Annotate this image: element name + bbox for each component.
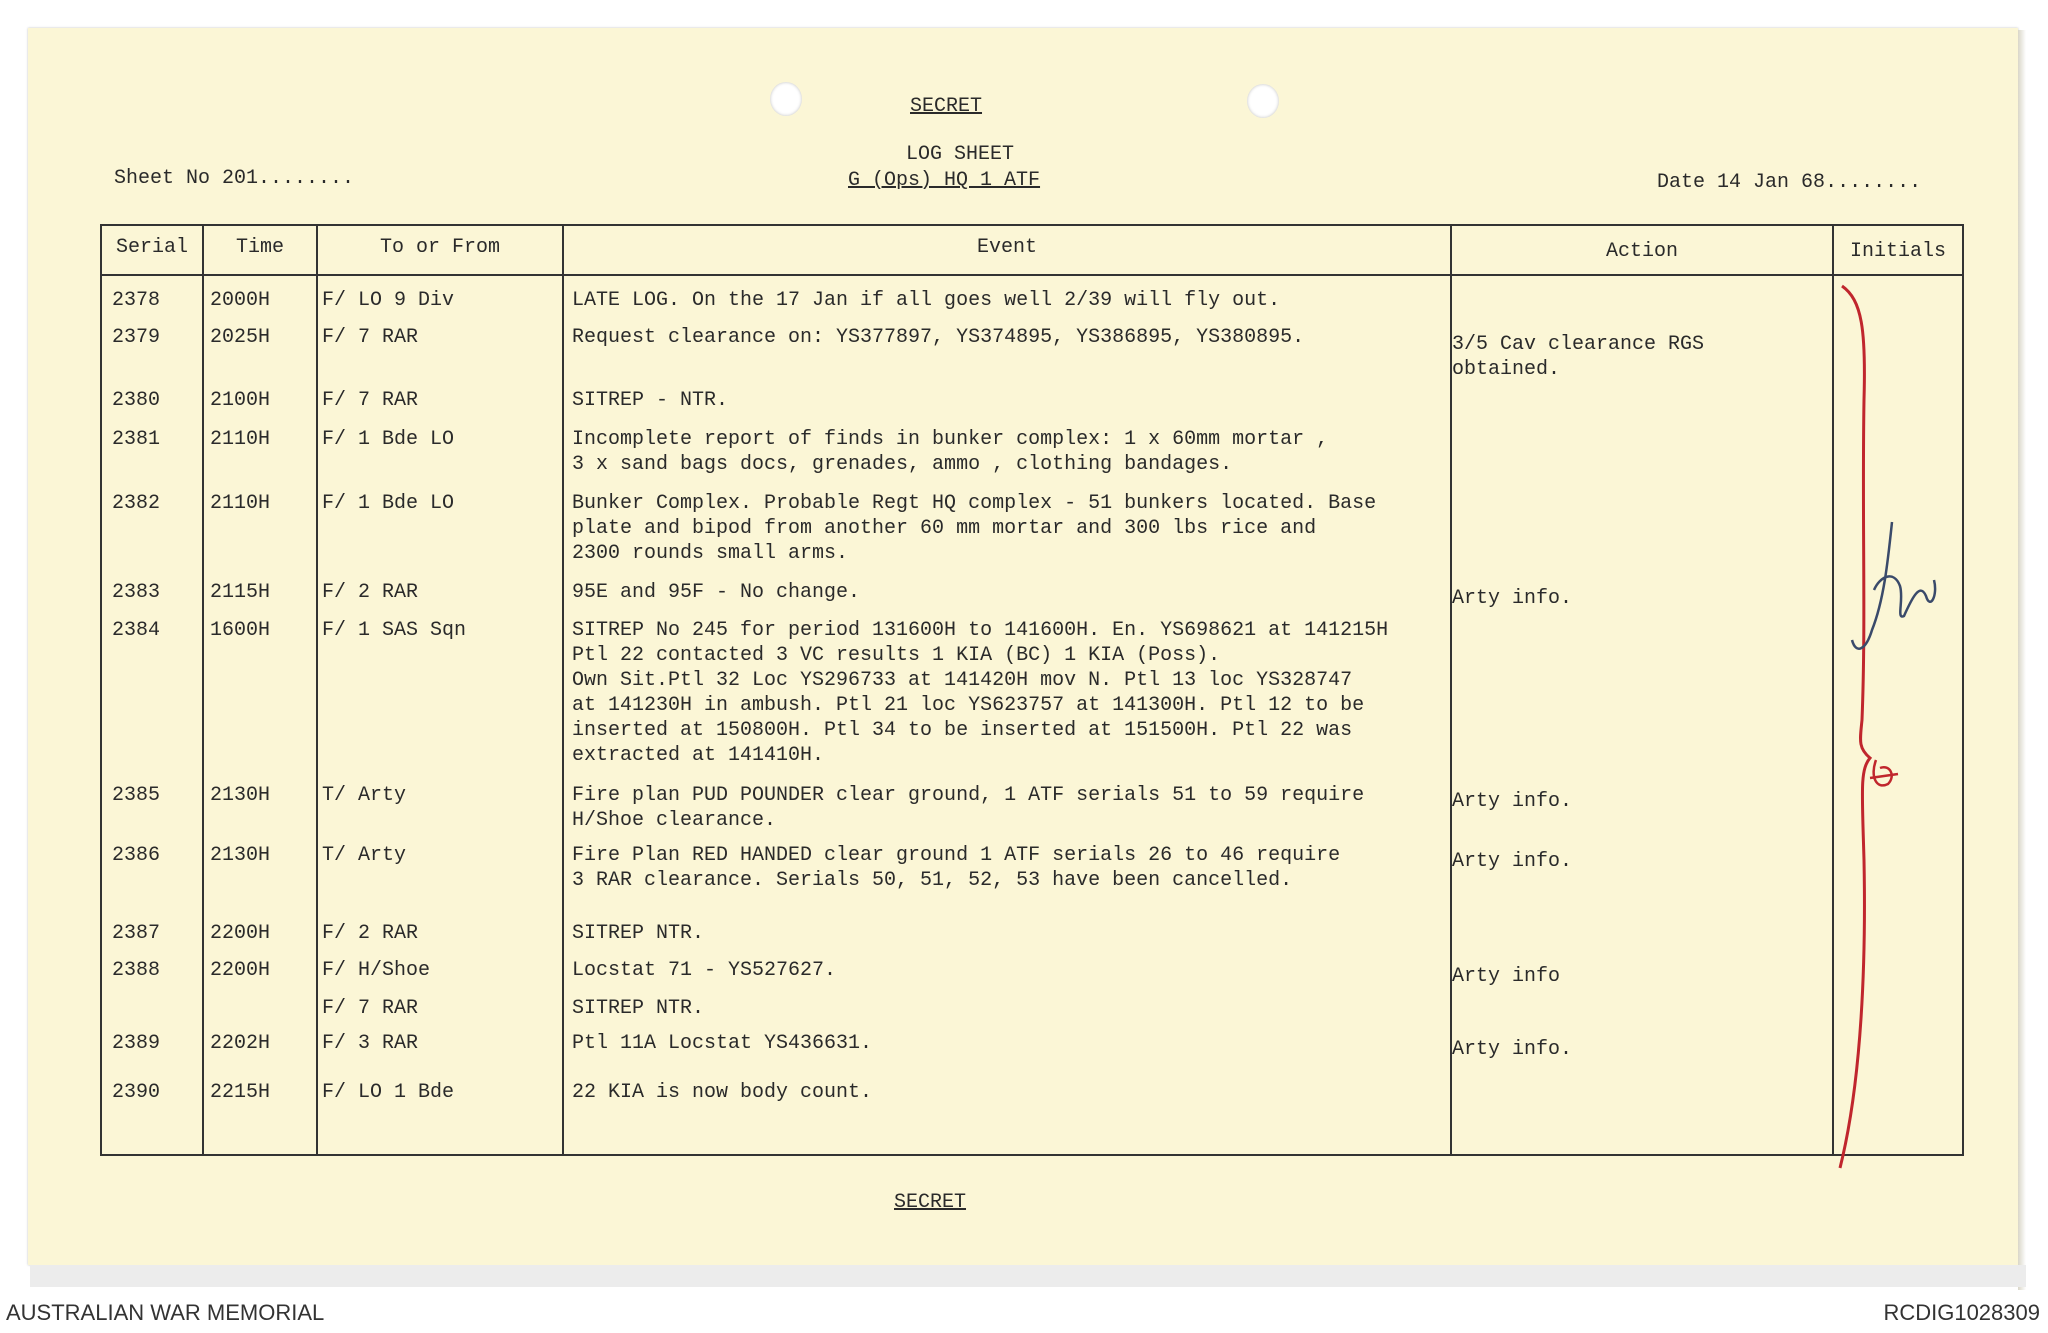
row-from: F/ H/Shoe [322,959,431,982]
row-serial: 2378 [112,289,161,312]
row-action: Arty info. [1452,850,1573,873]
col-header-from: To or From [379,236,501,259]
row-serial: 2383 [112,581,161,604]
col-header-event: Event [976,236,1037,259]
row-serial: 2380 [112,389,161,412]
classification-top: SECRET [910,95,983,118]
row-event: LATE LOG. On the 17 Jan if all goes well 2/39 will fly out. [572,289,1281,312]
row-from: F/ LO 9 Div [322,289,455,312]
row-event: SITREP No 245 for period 131600H to 141600H. En. YS698621 at 141215H Ptl 22 contacted 3 VC results 1 KIA (BC) 1 KIA (Poss). Own Sit.Ptl 32 Loc YS296733 at 141420H mov N. Ptl 13 loc YS328747 at 141230H in ambush. Ptl 21 loc YS623757 at 141300H. Ptl 12 to be inserted at 150800H. Ptl 34 to be inserted at 151500H. Ptl 22 was extracted at 141410H. [572,619,1389,767]
row-time: 2000H [210,289,271,312]
red-bracket-mark [1840,286,1870,1168]
sheet-label: Sheet No [114,167,211,190]
row-from: T/ Arty [322,784,407,807]
row-serial: 2387 [112,922,161,945]
col-header-action: Action [1605,240,1678,263]
row-event: Fire plan PUD POUNDER clear ground, 1 ATF serials 51 to 59 require H/Shoe clearance. [572,784,1365,832]
row-time: 2200H [210,959,271,982]
sheet-value: 201 [222,167,259,190]
classification-bottom: SECRET [894,1191,967,1214]
row-time: 2202H [210,1032,271,1055]
row-time: 2200H [210,922,271,945]
row-event: 22 KIA is now body count. [572,1081,873,1104]
row-time: 2110H [210,492,271,515]
row-serial: 2389 [112,1032,161,1055]
row-serial: 2384 [112,619,161,642]
row-time: 2100H [210,389,271,412]
date-value: 14 Jan 68 [1717,171,1826,194]
col-header-serial: Serial [115,236,188,259]
row-time: 2130H [210,784,271,807]
row-from: F/ 7 RAR [322,326,419,349]
row-time: 2115H [210,581,271,604]
row-serial: 2385 [112,784,161,807]
row-from: F/ 2 RAR [322,581,419,604]
row-event: SITREP NTR. [572,922,705,945]
row-time: 2215H [210,1081,271,1104]
row-serial: 2386 [112,844,161,867]
row-event: Request clearance on: YS377897, YS374895, YS386895, YS380895. [572,326,1305,349]
row-action: Arty info. [1452,790,1573,813]
title-line2: G (Ops) HQ 1 ATF [848,169,1041,192]
row-event: Incomplete report of finds in bunker complex: 1 x 60mm mortar , 3 x sand bags docs, grenades, ammo , clothing bandages. [572,428,1329,476]
red-tick-mark [1870,760,1898,785]
row-serial: 2382 [112,492,161,515]
row-action: Arty info. [1452,1038,1573,1061]
row-serial: 2379 [112,326,161,349]
row-from: F/ 7 RAR [322,389,419,412]
row-serial: 2390 [112,1081,161,1104]
row-from: F/ 2 RAR [322,922,419,945]
date-dots: ........ [1825,171,1922,194]
row-event: Fire Plan RED HANDED clear ground 1 ATF serials 26 to 46 require 3 RAR clearance. Serials 50, 51, 52, 53 have been cancelled. [572,844,1341,892]
row-from: F/ 1 Bde LO [322,428,455,451]
date-label: Date [1657,171,1706,194]
row-serial: 2388 [112,959,161,982]
row-event: Ptl 11A Locstat YS436631. [572,1032,873,1055]
row-time: 2130H [210,844,271,867]
row-from: F/ 7 RAR [322,997,419,1020]
col-header-time: Time [235,236,284,259]
row-event: SITREP NTR. [572,997,705,1020]
row-from: T/ Arty [322,844,407,867]
row-from: F/ 1 Bde LO [322,492,455,515]
row-action: Arty info. [1452,587,1573,610]
col-header-initials: Initials [1849,240,1946,263]
row-event: 95E and 95F - No change. [572,581,861,604]
row-time: 2110H [210,428,271,451]
row-from: F/ 3 RAR [322,1032,419,1055]
row-event: SITREP - NTR. [572,389,729,412]
row-action: Arty info [1452,965,1561,988]
footer-id: RCDIG1028309 [1883,1300,2040,1325]
row-event: Bunker Complex. Probable Regt HQ complex - 51 bunkers located. Base plate and bipod from another 60 mm mortar and 300 lbs rice and 2300 rounds small arms. [572,492,1377,565]
footer-source: AUSTRALIAN WAR MEMORIAL [6,1300,325,1325]
row-action: 3/5 Cav clearance RGS obtained. [1452,333,1705,381]
row-serial: 2381 [112,428,161,451]
sheet-dots: ........ [258,167,355,190]
row-time: 1600H [210,619,271,642]
row-from: F/ LO 1 Bde [322,1081,455,1104]
row-time: 2025H [210,326,271,349]
row-from: F/ 1 SAS Sqn [322,619,467,642]
title-line1: LOG SHEET [906,143,1015,166]
row-event: Locstat 71 - YS527627. [572,959,837,982]
